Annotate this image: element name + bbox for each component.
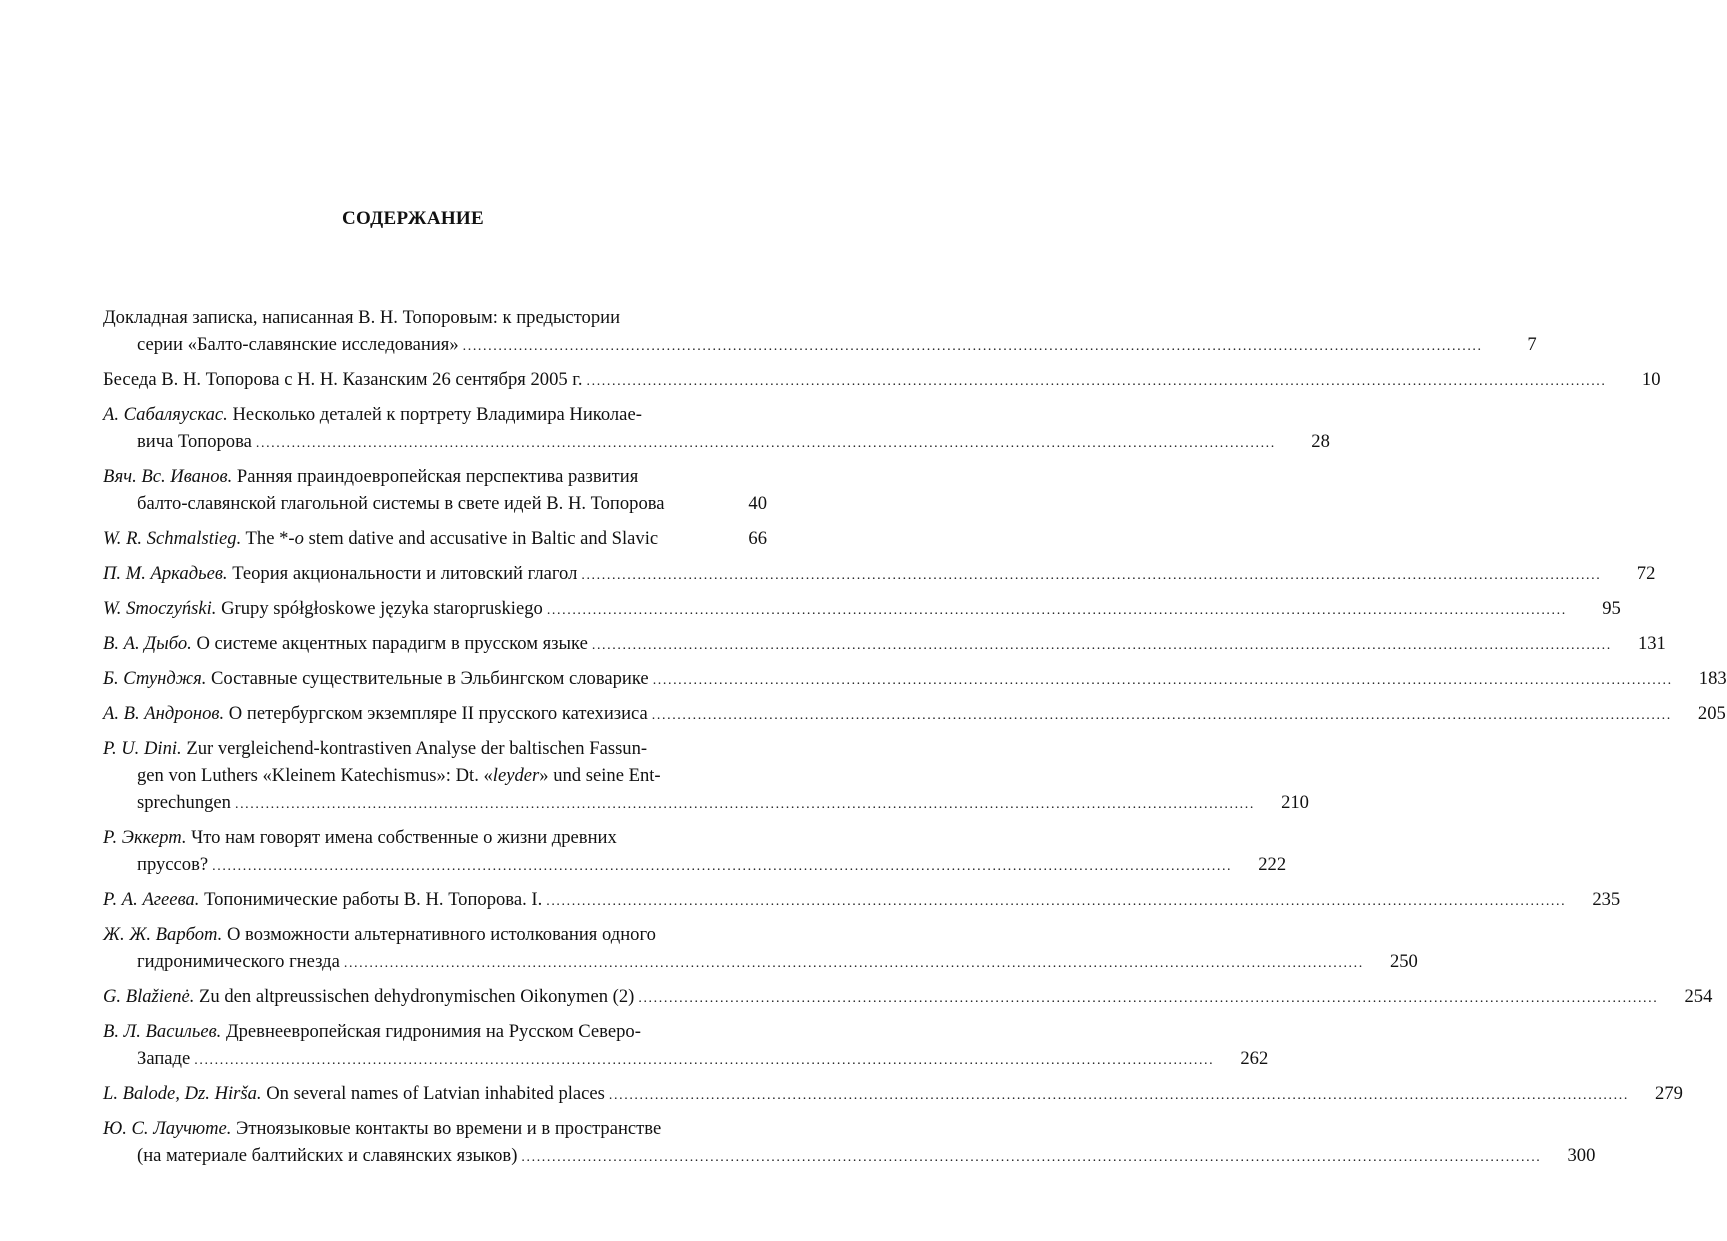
toc-entry-line [103, 886, 1621, 913]
entry-text [137, 490, 665, 517]
toc-entry-line [103, 490, 767, 517]
italic-text: П. М. Аркадьев. [103, 563, 228, 584]
entry-text-segment: (на материале балтийских и славянских языков) [137, 1145, 518, 1166]
entry-text-segment: балто-славянской глагольной системы в свете идей В. Н. Топорова [137, 493, 665, 514]
dot-leader: ........................................................................................................................................................................................................ [591, 638, 1612, 653]
toc-entry[interactable] [103, 983, 1713, 1010]
toc-entry[interactable] [103, 401, 1330, 455]
entry-text [103, 735, 647, 762]
entry-text-segment: Несколько деталей к портрету Владимира Николае- [227, 404, 642, 425]
toc-entry-line [103, 1142, 1596, 1169]
dot-leader: ........................................................................................................................................................................................................ [546, 894, 1567, 909]
dot-leader: ........................................................................................................................................................................................................ [234, 797, 1255, 812]
toc-entry-line [103, 735, 767, 762]
toc-entry-line [103, 948, 1418, 975]
toc-entry-line [103, 1115, 767, 1142]
italic-text: А. Сабаляускас. [103, 404, 228, 425]
entry-text [103, 630, 588, 657]
toc-entry-line [103, 463, 767, 490]
entry-text-segment: Zu den altpreussischen dehydronymischen Oikonymen (2) [194, 986, 635, 1007]
page-number: 210 [1281, 792, 1309, 813]
toc-entry-line [103, 851, 1287, 878]
page-number: 250 [1389, 951, 1418, 972]
dot-leader: ........................................................................................................................................................................................................ [586, 374, 1607, 389]
toc-entry-line [103, 331, 1537, 358]
entry-text-segment: пруссов? [137, 854, 209, 875]
toc-entry-line [103, 665, 1727, 692]
dot-leader: ........................................................................................................................................................................................................ [462, 339, 1483, 354]
dot-leader: ........................................................................................................................................................................................................ [608, 1088, 1629, 1103]
entry-text [103, 824, 617, 851]
toc-entry-line [103, 525, 767, 552]
entry-text [103, 700, 648, 727]
entry-text-segment: Grupy spółgłoskowe języka staropruskiego [216, 598, 543, 619]
italic-text: Б. Стунджя. [103, 668, 207, 689]
entry-text-segment: Беседа В. Н. Топорова с Н. Н. Казанским 26 сентября 2005 г. [103, 369, 583, 390]
toc-entry-line [103, 762, 767, 789]
italic-text: leyder [492, 765, 540, 786]
entry-text-segment: Докладная записка, написанная В. Н. Топоровым: к предыстории [103, 307, 621, 328]
entry-text [137, 428, 252, 455]
entry-text [103, 886, 542, 913]
entry-text-segment: О возможности альтернативного истолкования одного [222, 924, 656, 945]
entry-text [137, 1045, 190, 1072]
page-number: 300 [1567, 1145, 1596, 1166]
entry-text [103, 921, 656, 948]
table-of-contents [103, 304, 1727, 1177]
entry-text [103, 525, 658, 552]
page-number: 10 [1641, 369, 1661, 390]
dot-leader: ........................................................................................................................................................................................................ [194, 1053, 1215, 1068]
page-number: 254 [1684, 986, 1713, 1007]
toc-entry[interactable] [103, 886, 1621, 913]
entry-text-segment: О петербургском экземпляре II прусского катехизиса [224, 703, 648, 724]
toc-entry-line [103, 700, 1726, 727]
page-number: 205 [1697, 703, 1726, 724]
toc-entry[interactable] [103, 700, 1726, 727]
entry-text-segment: stem dative and accusative in Baltic and Slavic [303, 528, 659, 549]
toc-entry[interactable] [103, 304, 1537, 358]
toc-entry-line [103, 595, 1621, 622]
page-number: 235 [1592, 889, 1621, 910]
entry-text [103, 463, 638, 490]
entry-text [103, 595, 543, 622]
entry-text [103, 401, 642, 428]
entry-text-segment: Теория акциональности и литовский глагол [227, 563, 578, 584]
page-number: 279 [1655, 1083, 1683, 1104]
toc-entry-line [103, 824, 767, 851]
entry-text-segment: Топонимические работы В. Н. Топорова. I. [199, 889, 543, 910]
entry-text-segment: серии «Балто-славянские исследования» [137, 334, 459, 355]
entry-text-segment: Этноязыковые контакты во времени и в пространстве [231, 1118, 662, 1139]
italic-text: W. R. Schmalstieg. [103, 528, 242, 549]
entry-text-segment: gen von Luthers «Kleinem Katechismus»: Dt. « [137, 765, 493, 786]
entry-text-segment: Западе [137, 1048, 191, 1069]
entry-text [137, 331, 459, 358]
italic-text: Р. Эккерт. [103, 827, 187, 848]
page-number: 95 [1602, 598, 1621, 619]
italic-text: W. Smoczyński. [103, 598, 217, 619]
entry-text [137, 851, 208, 878]
page-number: 66 [748, 528, 767, 549]
entry-text-segment: Ранняя праиндоевропейская перспектива развития [232, 466, 639, 487]
dot-leader: ........................................................................................................................................................................................................ [546, 603, 1567, 618]
italic-text: Ж. Ж. Варбот. [103, 924, 223, 945]
italic-text: В. Л. Васильев. [103, 1021, 222, 1042]
entry-text-segment: О системе акцентных парадигм в прусском языке [191, 633, 588, 654]
toc-entry-line [103, 1080, 1683, 1107]
entry-text [137, 1142, 517, 1169]
toc-entry-line [103, 789, 1309, 816]
page-number: 40 [748, 493, 767, 514]
toc-entry-line [103, 921, 767, 948]
entry-text-segment: Составные существительные в Эльбингском словарике [206, 668, 649, 689]
page-number: 7 [1527, 334, 1537, 355]
entry-text-segment: Древнеевропейская гидронимия на Русском Северо- [221, 1021, 641, 1042]
page-number: 131 [1637, 633, 1666, 654]
toc-entry-line [103, 366, 1661, 393]
italic-text: А. В. Андронов. [103, 703, 225, 724]
toc-entry[interactable] [103, 525, 767, 552]
toc-entry[interactable] [103, 366, 1661, 393]
italic-text: Р. А. Агеева. [103, 889, 200, 910]
toc-entry[interactable] [103, 824, 1287, 878]
page-number: 262 [1240, 1048, 1269, 1069]
toc-entry-line [103, 560, 1656, 587]
page-title: СОДЕРЖАНИЕ [342, 208, 484, 229]
page-number: 183 [1698, 668, 1727, 689]
entry-text [103, 1115, 661, 1142]
italic-text: -o [288, 528, 304, 549]
italic-text: P. U. Dini. [103, 738, 182, 759]
dot-leader: ........................................................................................................................................................................................................ [652, 673, 1673, 688]
italic-text: Вяч. Вс. Иванов. [103, 466, 233, 487]
toc-entry[interactable] [103, 1018, 1269, 1072]
dot-leader: ........................................................................................................................................................................................................ [521, 1150, 1542, 1165]
page-number: 72 [1636, 563, 1656, 584]
toc-entry[interactable] [103, 463, 767, 517]
toc-entry-line [103, 428, 1330, 455]
entry-text-segment: гидронимического гнезда [137, 951, 340, 972]
entry-text [103, 665, 649, 692]
italic-text: G. Blažienė. [103, 986, 195, 1007]
dot-leader: ........................................................................................................................................................................................................ [212, 859, 1233, 874]
entry-text-segment: Что нам говорят имена собственные о жизни древних [186, 827, 617, 848]
entry-text-segment: вича Топорова [137, 431, 252, 452]
italic-text: В. А. Дыбо. [103, 633, 192, 654]
entry-text [103, 1080, 605, 1107]
toc-entry[interactable] [103, 665, 1727, 692]
entry-text [103, 304, 620, 331]
dot-leader: ........................................................................................................................................................................................................ [255, 436, 1276, 451]
toc-entry-line [103, 401, 767, 428]
entry-text [137, 762, 661, 789]
entry-text-segment: On several names of Latvian inhabited places [261, 1083, 605, 1104]
entry-text [137, 948, 340, 975]
toc-entry[interactable] [103, 921, 1418, 975]
entry-text-segment: » und seine Ent- [539, 765, 661, 786]
entry-text [103, 1018, 641, 1045]
entry-text [137, 789, 231, 816]
toc-entry[interactable] [103, 1115, 1596, 1169]
page-number: 28 [1311, 431, 1330, 452]
entry-text-segment: Zur vergleichend-kontrastiven Analyse der baltischen Fassun- [181, 738, 648, 759]
toc-entry-line [103, 304, 767, 331]
entry-text [103, 366, 583, 393]
entry-text-segment: The * [241, 528, 289, 549]
entry-text [103, 560, 577, 587]
dot-leader: ........................................................................................................................................................................................................ [343, 956, 1364, 971]
toc-entry[interactable] [103, 560, 1656, 587]
toc-entry[interactable] [103, 630, 1666, 657]
dot-leader: ........................................................................................................................................................................................................ [581, 568, 1602, 583]
toc-entry-line [103, 983, 1713, 1010]
italic-text: L. Balode, Dz. Hirša. [103, 1083, 262, 1104]
dot-leader: ........................................................................................................................................................................................................ [638, 991, 1659, 1006]
italic-text: Ю. С. Лаучюте. [103, 1118, 232, 1139]
toc-entry[interactable] [103, 735, 1309, 816]
toc-entry-line [103, 1018, 767, 1045]
toc-entry[interactable] [103, 595, 1621, 622]
entry-text [103, 983, 634, 1010]
toc-entry[interactable] [103, 1080, 1683, 1107]
toc-entry-line [103, 1045, 1269, 1072]
dot-leader: ........................................................................................................................................................................................................ [651, 708, 1672, 723]
page-number: 222 [1258, 854, 1287, 875]
toc-entry-line [103, 630, 1666, 657]
entry-text-segment: sprechungen [137, 792, 231, 813]
